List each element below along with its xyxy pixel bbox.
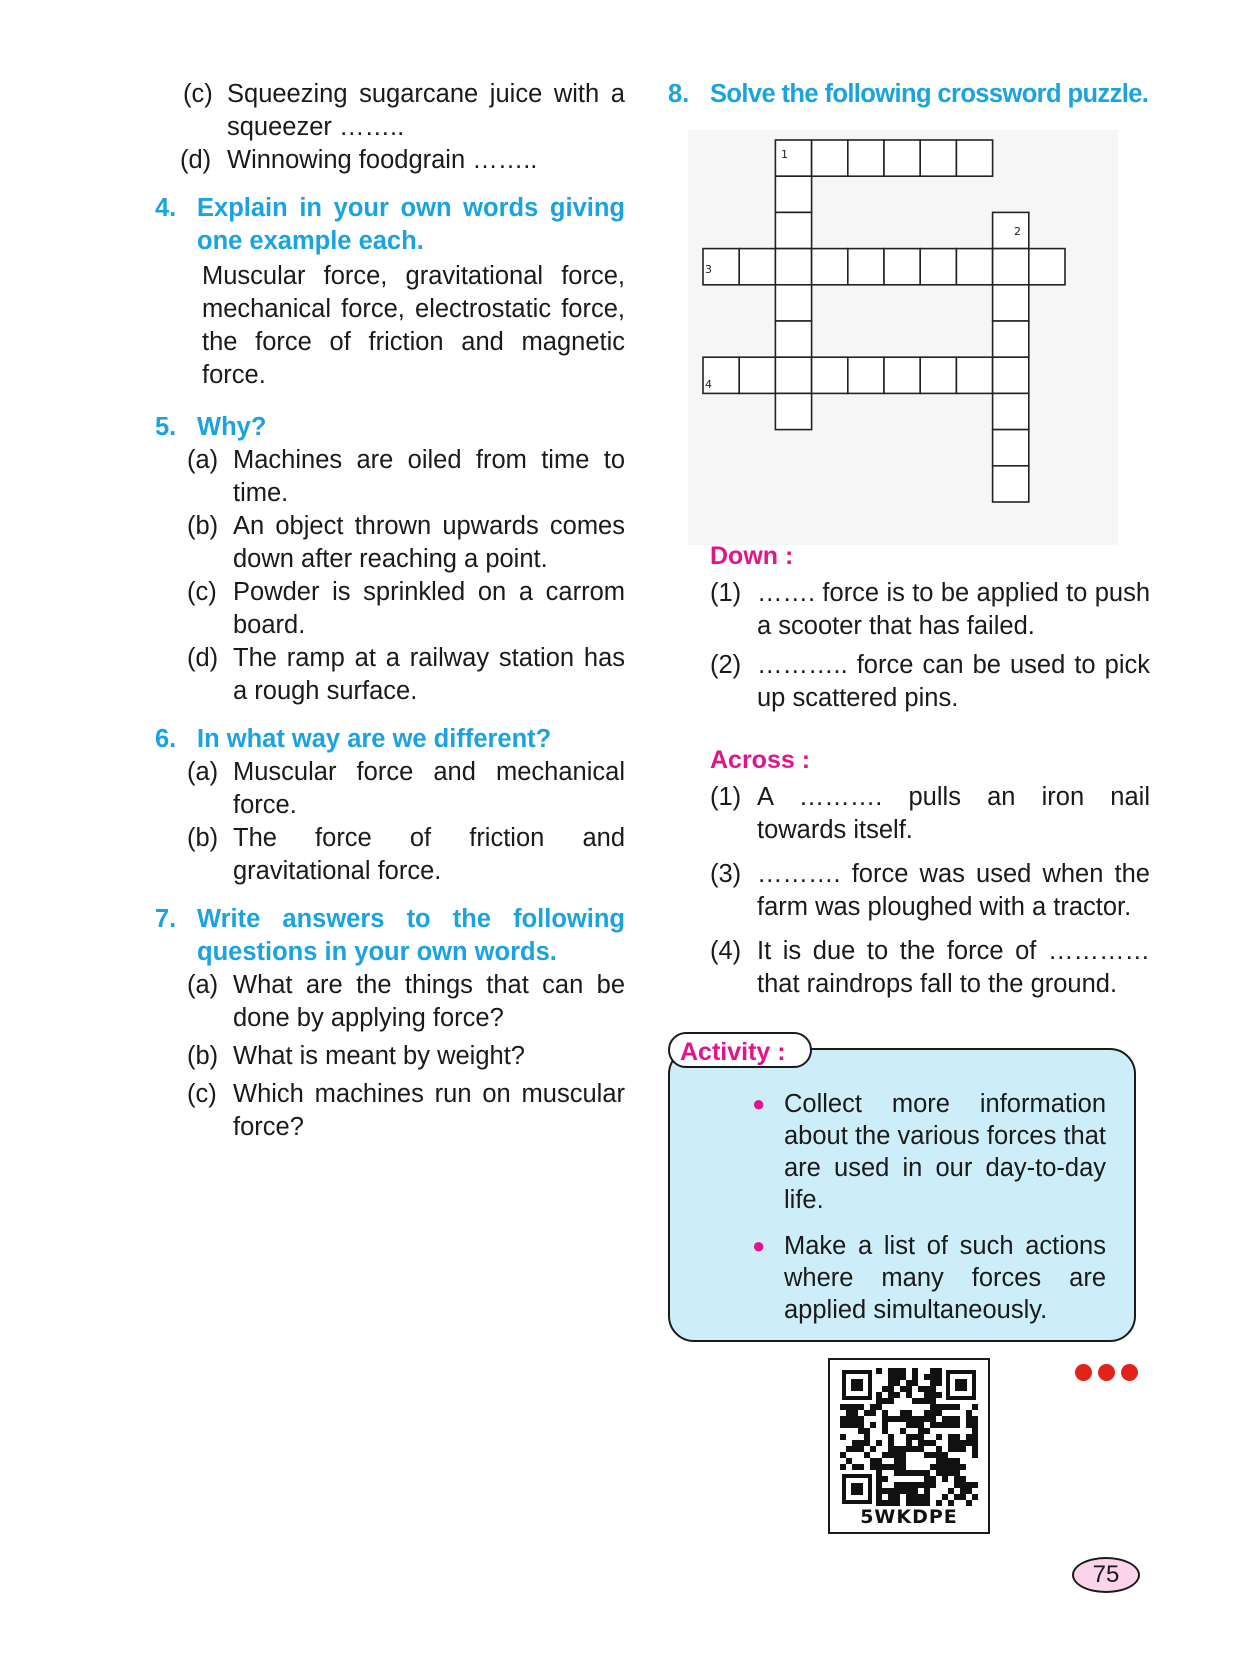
question-6-heading: 6. In what way are we different? — [155, 725, 552, 753]
crossword-cell — [775, 285, 811, 321]
question-5 — [155, 411, 625, 708]
question-4-heading: 4. Explain in your own words giving one example each. — [155, 194, 625, 255]
question-3-continued — [180, 78, 625, 177]
crossword-cell — [812, 357, 848, 393]
crossword-cell — [956, 249, 992, 285]
crossword-cell — [993, 249, 1029, 285]
crossword-cell — [848, 249, 884, 285]
clue-number-3: 3 — [705, 263, 712, 276]
crossword-cell — [993, 430, 1029, 466]
crossword-cell — [956, 140, 992, 176]
down-clue-list — [710, 577, 1150, 715]
crossword-puzzle — [688, 130, 1118, 545]
activity-bullet: ● Make a list of such actions where many forces are applied simultaneously. — [752, 1232, 1106, 1324]
question-4 — [155, 192, 625, 392]
crossword-cell — [775, 212, 811, 248]
crossword-cell — [775, 249, 811, 285]
crossword-cells — [703, 140, 1065, 502]
crossword-cell — [848, 140, 884, 176]
list-item: (c) Which machines run on muscular force? — [187, 1080, 625, 1141]
qr-pattern-icon — [840, 1368, 978, 1506]
crossword-cell — [993, 321, 1029, 357]
qr-code — [828, 1358, 990, 1534]
crossword-cell — [812, 140, 848, 176]
clue-item: (1) ……. force is to be applied to push a scooter that has failed. — [710, 579, 1150, 640]
clue-item: (4) It is due to the force of ………… that raindrops fall to the ground. — [710, 937, 1150, 998]
question-5-items — [187, 444, 625, 708]
crossword-cell — [956, 357, 992, 393]
across-clue-list — [710, 781, 1150, 1001]
crossword-cell — [993, 285, 1029, 321]
crossword-cell — [848, 357, 884, 393]
bullet-icon: ● — [752, 1233, 766, 1258]
crossword-cell — [775, 321, 811, 357]
page-number: 75 — [1072, 1557, 1140, 1593]
list-item: (a) What are the things that can be done by applying force? — [187, 971, 625, 1032]
question-5-heading: 5. Why? — [155, 413, 267, 441]
question-7-heading: 7. Write answers to the following questions in your own words. — [155, 905, 625, 966]
crossword-cell — [775, 176, 811, 212]
list-item: (c) Squeezing sugarcane juice with a squeezer …….. — [183, 80, 625, 141]
clue-item: (3) ………. force was used when the farm was ploughed with a tractor. — [710, 860, 1150, 921]
question-7-items — [187, 969, 625, 1144]
list-item: (b) What is meant by weight? — [187, 1042, 525, 1070]
crossword-cell — [993, 466, 1029, 502]
crossword-cell — [775, 393, 811, 429]
activity-label: Activity : — [668, 1032, 812, 1068]
list-item: (b) The force of friction and gravitational force. — [187, 824, 625, 885]
list-item: (d) Winnowing foodgrain …….. — [180, 146, 538, 174]
crossword-cell — [884, 249, 920, 285]
list-item: (a) Muscular force and mechanical force. — [187, 758, 625, 819]
clue-number-2: 2 — [1014, 225, 1021, 238]
list-item: (a) Machines are oiled from time to time. — [187, 446, 625, 507]
question-6 — [155, 723, 625, 888]
qr-code-text: 5WKDPE — [860, 1506, 958, 1528]
crossword-cell — [920, 357, 956, 393]
crossword-cell — [884, 357, 920, 393]
question-6-items — [187, 756, 625, 888]
down-clues — [710, 540, 1150, 715]
crossword-cell — [920, 140, 956, 176]
crossword-cell — [739, 249, 775, 285]
clue-number-1: 1 — [781, 148, 788, 161]
across-clues — [710, 744, 1150, 1001]
list-item: (c) Powder is sprinkled on a carrom board. — [187, 578, 625, 639]
crossword-cell — [920, 249, 956, 285]
crossword-grid — [688, 130, 1118, 545]
question-7 — [155, 903, 625, 1144]
clue-item: (2) ……….. force can be used to pick up scattered pins. — [710, 651, 1150, 712]
crossword-cell — [884, 140, 920, 176]
across-heading: Across : — [710, 746, 811, 774]
activity-bullet: ● Collect more information about the various forces that are used in our day-to-day life. — [752, 1090, 1106, 1214]
list-item: (b) An object thrown upwards comes down after reaching a point. — [187, 512, 625, 573]
bullet-icon: ● — [752, 1091, 766, 1116]
question-4-body: Muscular force, gravitational force, mechanical force, electrostatic force, the force of friction and magnetic force. — [202, 262, 625, 389]
crossword-cell — [993, 212, 1029, 248]
crossword-cell — [775, 357, 811, 393]
question-8-heading: 8. Solve the following crossword puzzle. — [668, 80, 1149, 108]
down-heading: Down : — [710, 542, 794, 570]
crossword-cell — [993, 393, 1029, 429]
crossword-cell — [993, 357, 1029, 393]
crossword-cell — [739, 357, 775, 393]
clue-item: (1) A ………. pulls an iron nail towards itself. — [710, 783, 1150, 844]
right-column — [668, 78, 1150, 111]
crossword-cell — [812, 249, 848, 285]
left-column — [155, 78, 625, 1144]
crossword-cell — [1029, 249, 1065, 285]
clue-number-4: 4 — [705, 378, 712, 391]
list-item: (d) The ramp at a railway station has a rough surface. — [187, 644, 625, 705]
decorative-dots-icon — [1075, 1364, 1138, 1381]
